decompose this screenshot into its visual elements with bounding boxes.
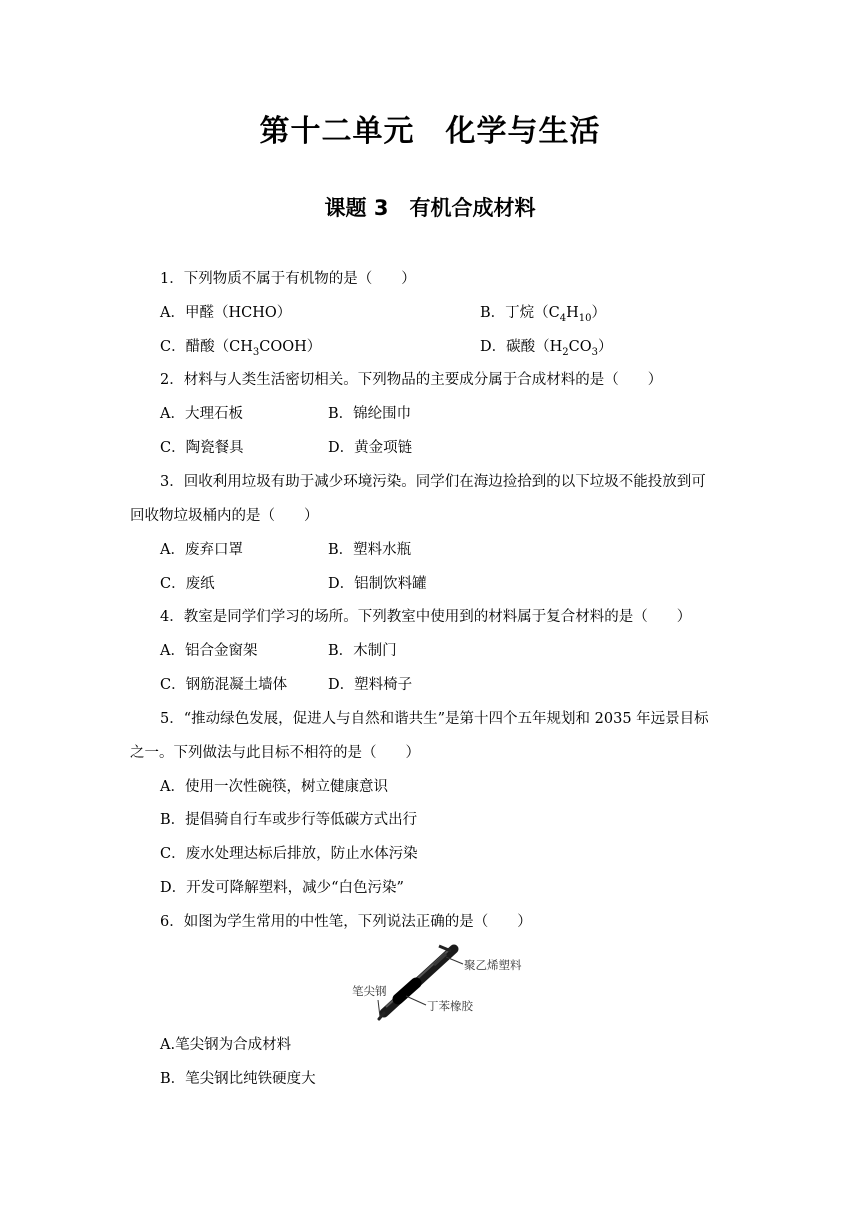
q4-option-d: D．塑料椅子 bbox=[328, 677, 413, 693]
gel-pen-figure bbox=[346, 941, 546, 1023]
q5-option-a: A．使用一次性碗筷，树立健康意识 bbox=[160, 779, 388, 795]
q5-option-d: D．开发可降解塑料，减少“白色污染” bbox=[160, 880, 404, 896]
q6-option-b: B．笔尖钢比纯铁硬度大 bbox=[160, 1071, 316, 1087]
q5-stem-line2: 之一。下列做法与此目标不相符的是（ ） bbox=[130, 745, 420, 761]
lesson-subtitle: 课题 3 有机合成材料 bbox=[324, 196, 536, 220]
label-rubber: 丁苯橡胶 bbox=[427, 999, 473, 1013]
q3-stem-line2: 回收物垃圾桶内的是（ ） bbox=[130, 508, 319, 524]
unit-title: 第十二单元 化学与生活 bbox=[259, 114, 601, 149]
q5-option-b: B．提倡骑自行车或步行等低碳方式出行 bbox=[160, 812, 418, 828]
q2-stem: 2．材料与人类生活密切相关。下列物品的主要成分属于合成材料的是（ ） bbox=[160, 372, 663, 388]
q4-option-b: B．木制门 bbox=[328, 643, 397, 659]
q2-option-c: C．陶瓷餐具 bbox=[160, 440, 244, 456]
q2-option-d: D．黄金项链 bbox=[328, 440, 413, 456]
gel-pen-illustration bbox=[346, 941, 546, 1023]
q1-option-a: A．甲醛（HCHO） bbox=[160, 305, 292, 321]
label-nib-steel: 笔尖钢 bbox=[352, 984, 387, 998]
label-plastic: 聚乙烯塑料 bbox=[464, 958, 522, 972]
q3-option-a: A．废弃口罩 bbox=[160, 542, 243, 558]
q1-option-b: B．丁烷$(C_4H_{10})$ bbox=[480, 305, 607, 324]
q3-option-d: D．铝制饮料罐 bbox=[328, 576, 427, 592]
q3-stem-line1: 3．回收利用垃圾有助于减少环境污染。同学们在海边捡拾到的以下垃圾不能投放到可 bbox=[160, 474, 706, 490]
q4-option-a: A．铝合金窗架 bbox=[160, 643, 258, 659]
q5-stem-line1: 5．“推动绿色发展，促进人与自然和谐共生”是第十四个五年规划和 2035 年远景目标 bbox=[160, 711, 709, 727]
q3-option-b: B．塑料水瓶 bbox=[328, 542, 412, 558]
q2-option-a: A．大理石板 bbox=[160, 406, 243, 422]
q1-option-c: C．醋酸$(CH_3COOH)$ bbox=[160, 339, 322, 358]
q3-option-c: C．废纸 bbox=[160, 576, 215, 592]
q1-option-d: D．碳酸$(H_2CO_3)$ bbox=[480, 339, 613, 358]
q4-option-c: C．钢筋混凝土墙体 bbox=[160, 677, 288, 693]
q1-stem: 1．下列物质不属于有机物的是（ ） bbox=[160, 271, 416, 287]
q6-stem: 6．如图为学生常用的中性笔，下列说法正确的是（ ） bbox=[160, 914, 532, 930]
q5-option-c: C．废水处理达标后排放，防止水体污染 bbox=[160, 846, 418, 862]
q6-option-a: A.笔尖钢为合成材料 bbox=[160, 1037, 292, 1053]
q4-stem: 4．教室是同学们学习的场所。下列教室中使用到的材料属于复合材料的是（ ） bbox=[160, 609, 692, 625]
q2-option-b: B．锦纶围巾 bbox=[328, 406, 412, 422]
